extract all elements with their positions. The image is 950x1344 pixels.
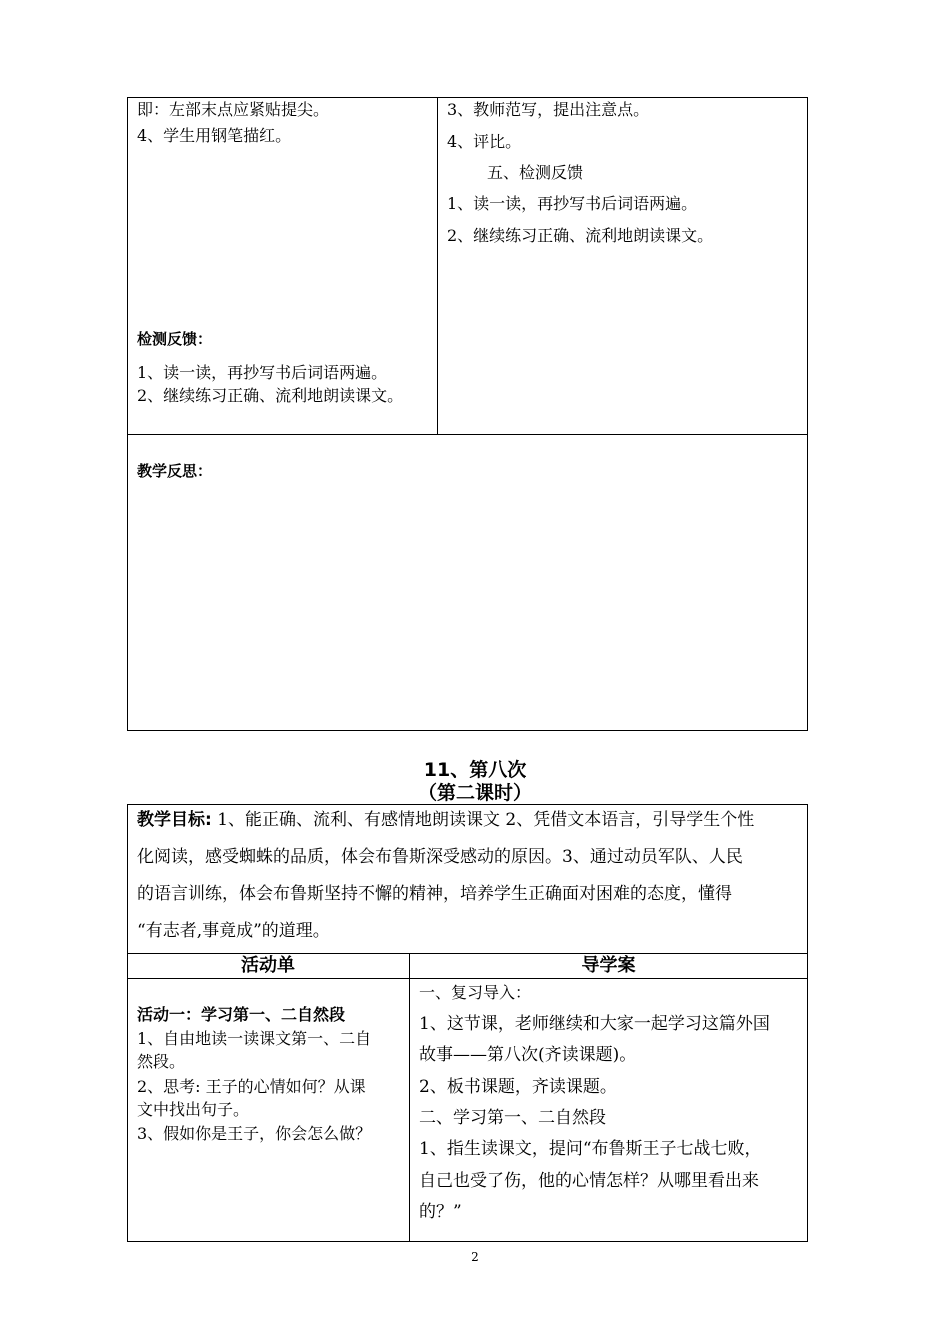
activity-line: 1、自由地读一读课文第一、二自 [137, 1029, 372, 1048]
guide-line: 一、复习导入： [419, 983, 532, 1002]
page-number: 2 [471, 1250, 479, 1264]
top-table-column-divider [437, 97, 438, 435]
guide-line: 故事——第八次(齐读课题)。 [419, 1045, 637, 1065]
activity-line: 然段。 [137, 1052, 186, 1071]
top-table-row-divider [127, 434, 808, 435]
teaching-goal-line: 的语言训练，体会布鲁斯坚持不懈的精神，培养学生正确面对困难的态度，懂得 [137, 884, 732, 904]
guide-column-header: 导学案 [581, 955, 636, 976]
top-table [127, 97, 808, 731]
guide-line: 1、指生读课文，提问“布鲁斯王子七战七败， [419, 1139, 762, 1159]
left-feedback-line: 1、读一读，再抄写书后词语两遍。 [137, 363, 388, 382]
right-cell-line: 1、读一读，再抄写书后词语两遍。 [447, 194, 698, 213]
activity-line: 文中找出句子。 [137, 1100, 250, 1119]
right-cell-line: 3、教师范写，提出注意点。 [447, 100, 650, 119]
activity-heading: 活动一：学习第一、二自然段 [137, 1005, 346, 1024]
teaching-goal-line [137, 809, 754, 831]
teaching-goal-line: “有志者,事竟成”的道理。 [137, 921, 330, 941]
activity-column-header: 活动单 [241, 955, 295, 976]
left-cell-line: 即：左部末点应紧贴提尖。 [137, 100, 330, 119]
lesson-table-column-divider [409, 953, 410, 1242]
right-cell-line: 4、评比。 [447, 132, 522, 151]
lesson-table-header-divider [127, 978, 808, 979]
reflection-heading: 教学反思： [137, 462, 213, 480]
right-cell-heading: 五、检测反馈 [487, 163, 584, 182]
left-feedback-line: 2、继续练习正确、流利地朗读课文。 [137, 386, 404, 405]
guide-line: 1、这节课，老师继续和大家一起学习这篇外国 [419, 1014, 770, 1034]
activity-line: 2、思考: 王子的心情如何？从课 [137, 1077, 366, 1096]
guide-line: 二、学习第一、二自然段 [419, 1108, 606, 1128]
left-feedback-heading: 检测反馈： [137, 330, 213, 348]
guide-line: 自己也受了伤，他的心情怎样？从哪里看出来 [419, 1171, 759, 1191]
guide-line: 2、板书课题，齐读课题。 [419, 1077, 617, 1097]
right-cell-line: 2、继续练习正确、流利地朗读课文。 [447, 226, 714, 245]
left-cell-line: 4、学生用钢笔描红。 [137, 126, 292, 145]
teaching-goal-line: 化阅读，感受蜘蛛的品质，体会布鲁斯深受感动的原因。3、通过动员军队、人民 [137, 847, 743, 867]
guide-line: 的？” [419, 1202, 462, 1222]
activity-line: 3、假如你是王子，你会怎么做？ [137, 1124, 372, 1143]
lesson-title: 11、第八次 [423, 759, 527, 781]
teaching-goal-label: 教学目标: [137, 810, 212, 830]
teaching-goal-text: 1、能正确、流利、有感情地朗读课文 2、凭借文本语言，引导学生个性 [211, 810, 755, 830]
lesson-subtitle: （第二课时） [417, 782, 532, 804]
